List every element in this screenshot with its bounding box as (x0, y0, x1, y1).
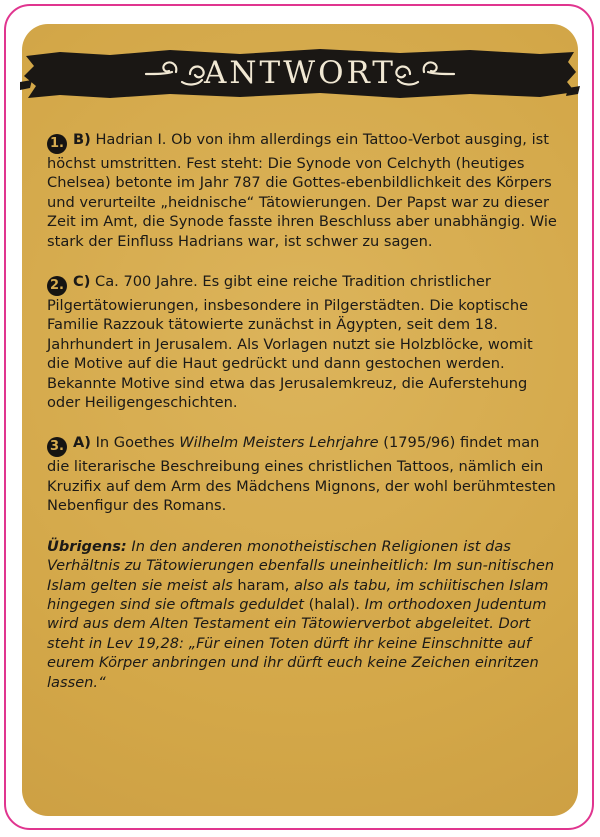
number-badge: 1. (47, 134, 67, 154)
number-badge: 3. (47, 437, 67, 457)
note-text: In den anderen monotheistischen Religionen ist das Verhältnis zu Tätowierungen ebenfalls uneinheitlich: Im sun-nitischen Islam gelten sie meist als (47, 537, 555, 594)
work-title: Wilhelm Meisters Lehrjahre (179, 434, 379, 452)
answer-text-after: (1795/96) findet man die literarische Beschreibung eines christlichen Tattoos, nämlich ein Kruzifix auf dem Arm des Mädchens Mignons, der wohl berühmtesten Nebenfigur des Romans. (47, 434, 556, 515)
note-label: Übrigens: (47, 537, 127, 555)
answer-text: Hadrian I. Ob von ihm allerdings ein Tattoo-Verbot ausging, ist höchst umstritten. Fest steht: Die Synode von Celchyth (heutiges Chelsea) betonte im Jahr 787 die Gottes-ebenbildlichkeit des Körpers und verurteilte „heidnische“ Tätowierungen. Der Papst war zu dieser Zeit im Amt, die Synode fasste ihren Beschluss aber unabhängig. Wie stark der Einfluss Hadrians war, ist schwer zu sagen. (47, 131, 557, 250)
answer-3 (47, 433, 557, 515)
side-note (47, 537, 557, 692)
note-term-haram: haram, (237, 576, 290, 594)
answer-content (47, 130, 557, 713)
number-badge: 2. (47, 276, 67, 296)
answer-letter: C) (73, 273, 91, 291)
answer-text-continued: Bekannte Motive sind etwa das Jerusalemkreuz, die Auferstehung oder Heiligengeschichten. (47, 374, 528, 412)
note-text: Im orthodoxen Judentum wird aus dem Alten Testament ein Tätowierverbot abgeleitet. Dort steht in Lev 19,28: „Für einen Toten dürft ihr keine Einschnitte auf eurem Körper anbringen und ihr dürft euch keine Zeichen einritzen lassen.“ (47, 595, 547, 691)
note-term-halal: (halal). (308, 595, 360, 613)
answer-2 (47, 272, 557, 412)
title-banner (20, 42, 580, 106)
note-text: also als tabu, im schiitischen Islam hingegen sind sie oftmals geduldet (47, 576, 549, 613)
answer-letter: A) (73, 434, 91, 452)
card-title: ANTWORT (204, 55, 396, 91)
answer-letter: B) (73, 131, 91, 148)
answer-1 (47, 130, 557, 251)
answer-text: Ca. 700 Jahre. Es gibt eine reiche Tradition christlicher Pilgertätowierungen, insbesondere in Pilgerstädten. Die koptische Familie Razzouk tätowierte zunächst in Ägypten, seit dem 18. Jahrhundert in Jerusalem. Als Vorlagen nutzt sie Holzblöcke, womit die Motive auf die Haut gedrückt und dann gestochen werden. (47, 273, 533, 373)
answer-text-before: In Goethes (95, 434, 175, 452)
